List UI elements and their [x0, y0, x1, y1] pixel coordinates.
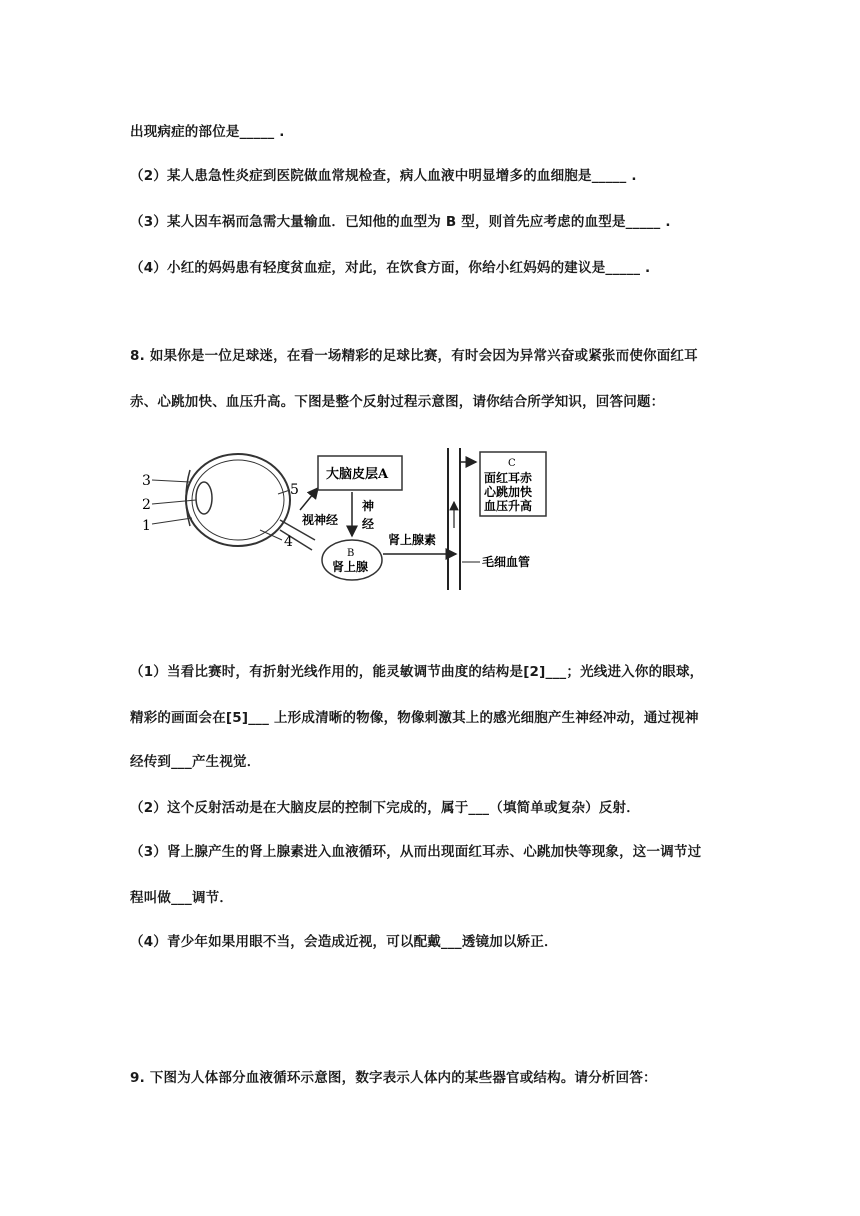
q8-answer1-line1: （1）当看比赛时，有折射光线作用的，能灵敏调节曲度的结构是[2]___；光线进入你的眼球， — [130, 664, 704, 680]
effect-line-1: 面红耳赤 — [484, 471, 533, 485]
nerve-label-2: 经 — [362, 517, 375, 531]
gland-letter: B — [347, 548, 355, 559]
q8-answer3-line2: 程叫做___调节． — [130, 890, 234, 906]
effect-line-2: 心跳加快 — [484, 485, 533, 499]
q8-answer1-line2: 精彩的画面会在[5]___ 上形成清晰的物像，物像刺激其上的感光细胞产生神经冲动，通过视神 — [130, 710, 699, 726]
hormone-label: 肾上腺素 — [388, 533, 437, 547]
eye-label-4: 4 — [284, 534, 293, 550]
reflex-diagram — [140, 440, 560, 600]
eye-label-5: 5 — [290, 482, 299, 498]
gland-label: 肾上腺 — [332, 560, 369, 574]
eye-illustration — [186, 454, 315, 550]
q7-part2: （2）某人患急性炎症到医院做血常规检查，病人血液中明显增多的血细胞是_____ . — [130, 168, 637, 184]
effect-line-3: 血压升高 — [484, 499, 533, 513]
q8-answer2: （2）这个反射活动是在大脑皮层的控制下完成的，属于___（填简单或复杂）反射． — [130, 800, 640, 816]
q9-stem: 9. 下图为人体部分血液循环示意图，数字表示人体内的某些器官或结构。请分析回答： — [130, 1070, 657, 1086]
q8-answer4: （4）青少年如果用眼不当，会造成近视，可以配戴___透镜加以矫正． — [130, 934, 558, 950]
q7-part4: （4）小红的妈妈患有轻度贫血症，对此，在饮食方面，你给小红妈妈的建议是_____ . — [130, 260, 651, 276]
brain-label: 大脑皮层A — [326, 467, 389, 482]
vessel-label: 毛细血管 — [482, 555, 531, 569]
q7-part3: （3）某人因车祸而急需大量输血．已知他的血型为 B 型，则首先应考虑的血型是_____ . — [130, 214, 671, 230]
q8-answer3-line1: （3）肾上腺产生的肾上腺素进入血液循环，从而出现面红耳赤、心跳加快等现象，这一调节过 — [130, 844, 702, 860]
q8-stem-line1: 8. 如果你是一位足球迷，在看一场精彩的足球比赛，有时会因为异常兴奋或紧张而使你面红耳 — [130, 348, 698, 364]
eye-label-2: 2 — [142, 497, 151, 513]
q8-stem-line2: 赤、心跳加快、血压升高。下图是整个反射过程示意图，请你结合所学知识，回答问题： — [130, 394, 665, 410]
q8-answer1-line3: 经传到___产生视觉． — [130, 754, 261, 770]
eye-label-1: 1 — [142, 518, 151, 534]
nerve-label-1: 神 — [362, 499, 375, 513]
q7-continuation: 出现病症的部位是_____ . — [130, 124, 285, 140]
optic-nerve-label: 视神经 — [302, 513, 339, 527]
effect-letter: C — [508, 458, 516, 469]
eye-label-3: 3 — [142, 473, 151, 489]
